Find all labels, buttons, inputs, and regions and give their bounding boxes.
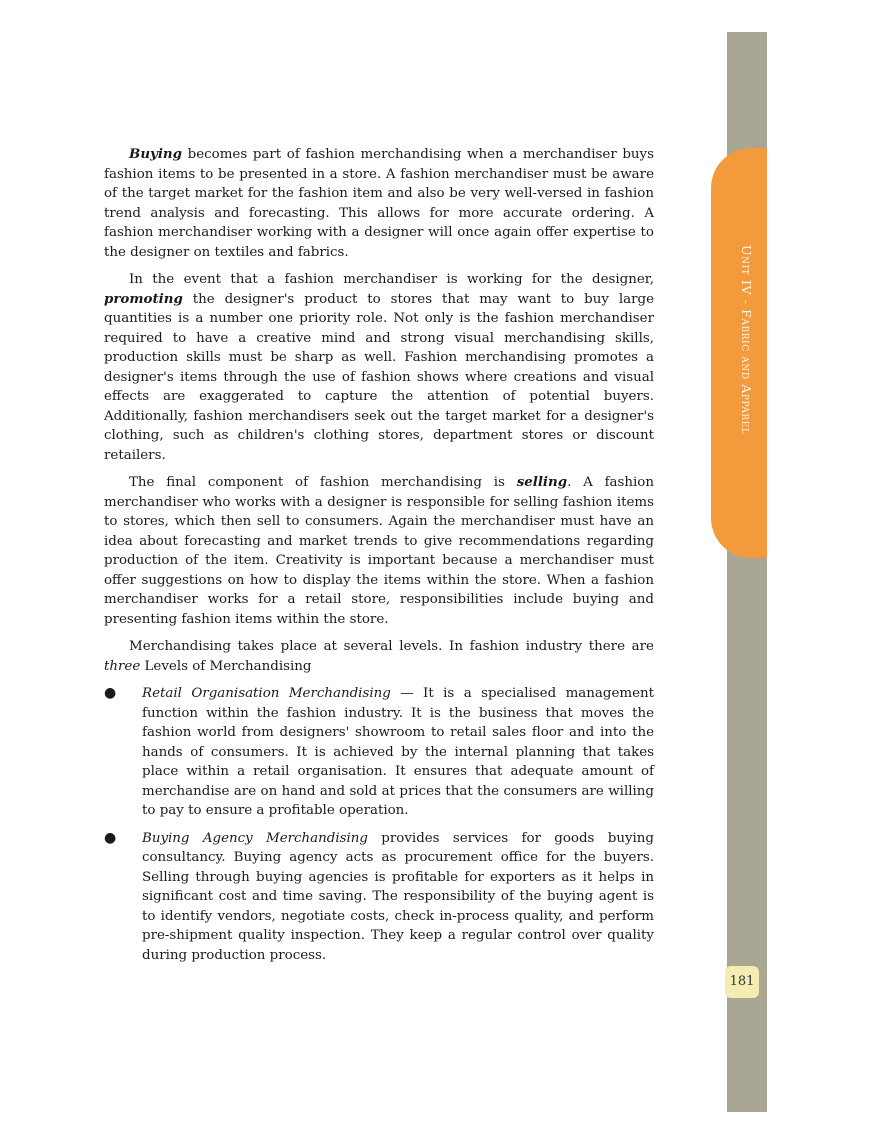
paragraph-text: The final component of fashion merchandising is: [129, 475, 517, 490]
paragraph-promoting: [104, 270, 654, 465]
paragraph-selling: [104, 473, 654, 629]
unit-label: Unit IV - Fabric and Apparel: [739, 245, 754, 435]
paragraph-text: becomes part of fashion merchandising when a merchandiser buys fashion items to be presented in a store. A fashion merchandiser must be aware of the target market for the fashion item and also be very well-versed in fashion trend analysis and forecasting. This allows for more accurate ordering. A fashion merchandiser working with a designer will once again offer expertise to the designer on textiles and fabrics.: [104, 147, 654, 260]
paragraph-text: In the event that a fashion merchandiser is working for the designer,: [129, 272, 654, 287]
bullet-term: Retail Organisation Merchandising: [142, 686, 391, 701]
term-buying: Buying: [129, 146, 183, 162]
paragraph-levels: [104, 637, 654, 676]
bullet-text: provides services for goods buying consultancy. Buying agency acts as procurement office for the buyers. Selling through buying agencies is profitable for exporters as it helps in significant cost and time saving. The responsibility of the buying agent is to identify vendors, negotiate costs, check in-process quality, and perform pre-shipment quality inspection. They keep a regular control over quality during production process.: [142, 830, 654, 963]
bullet-item-retail: [104, 684, 654, 821]
bullet-item-buying-agency: [104, 829, 654, 966]
bullet-icon: ●: [104, 829, 117, 846]
paragraph-text: the designer's product to stores that may want to buy large quantities is a number one priority role. Not only is the fashion merchandiser required to have a creative mind and strong visual merchandising skills, production skills must be sharp as well. Fashion merchandising promotes a designer's items through the use of fashion shows where creations and visual effects are exaggerated to capture the attention of potential buyers. Additionally, fashion merchandisers seek out the target market for a designer's clothing, such as children's clothing stores, department stores or discount retailers.: [104, 291, 654, 463]
paragraph-text: Levels of Merchandising: [140, 658, 312, 674]
bullet-icon: ●: [104, 685, 117, 701]
bullet-term: Buying Agency Merchandising: [142, 830, 368, 846]
page-number: 181: [725, 966, 759, 998]
bullet-text: — It is a specialised management function within the fashion industry. It is the business that moves the fashion world from designers' showroom to retail sales floor and into the hands of consumers. It is achieved by the internal planning that takes place within a retail organisation. It ensures that adequate amount of merchandise are on hand and sold at prices that the consumers are willing to pay to ensure a profitable operation.: [142, 686, 654, 818]
paragraph-buying: [104, 145, 654, 262]
term-promoting: promoting: [104, 290, 183, 307]
paragraph-text: . A fashion merchandiser who works with a designer is responsible for selling fashion items to stores, which then sell to consumers. Again the merchandiser must have an idea about forecasting and market trends to give recommendations regarding production of the item. Creativity is important because a merchandiser must offer suggestions on how to display the items within the store. When a fashion merchandiser works for a retail store, responsibilities include buying and presenting fashion items within the store.: [104, 475, 654, 627]
term-selling: selling: [516, 474, 568, 490]
main-content: [104, 145, 654, 973]
term-three: three: [104, 658, 141, 674]
paragraph-text: Merchandising takes place at several levels. In fashion industry there are: [129, 639, 654, 654]
